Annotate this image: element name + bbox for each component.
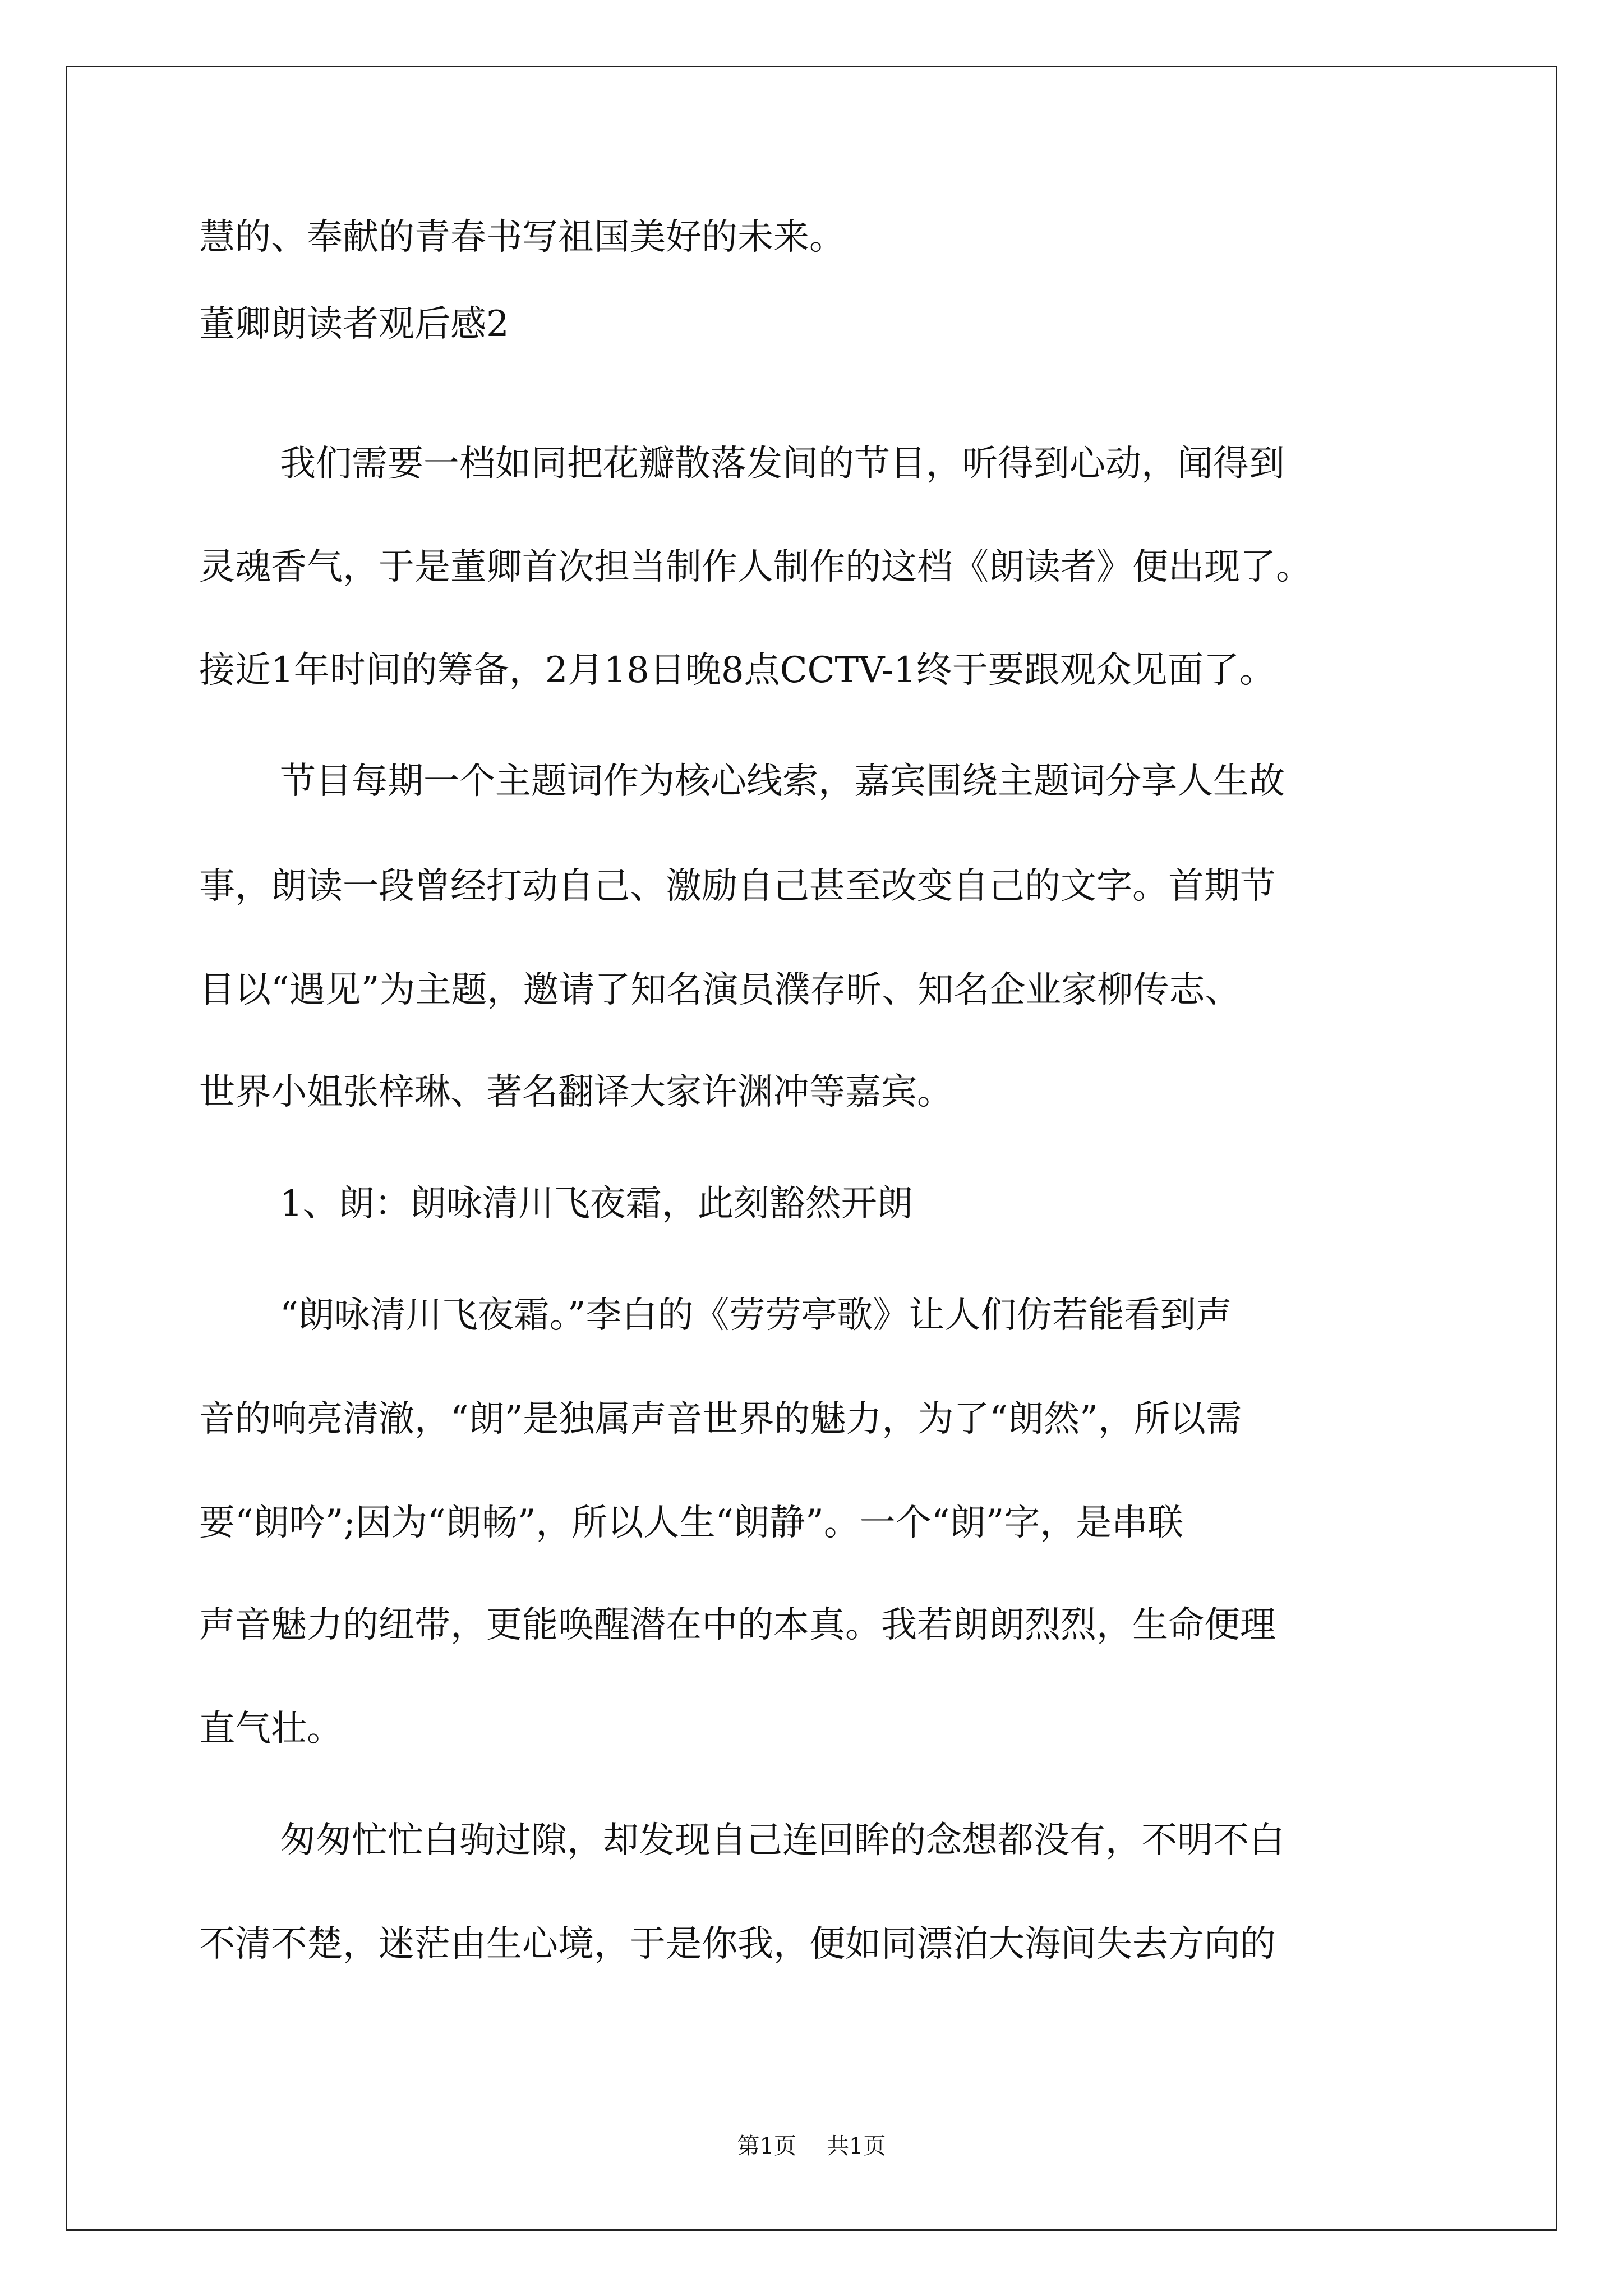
page-footer — [0, 2131, 1623, 2162]
text-line: 不清不楚，迷茫由生心境，于是你我，便如同漂泊大海间失去方向的 — [199, 1924, 1276, 1965]
text-line: 匆匆忙忙白驹过隙，却发现自己连回眸的念想都没有，不明不白 — [280, 1820, 1285, 1861]
text-line: 直气壮。 — [199, 1708, 343, 1750]
page-total: 共1页 — [827, 2133, 886, 2159]
text-line: 节目每期一个主题词作为核心线索，嘉宾围绕主题词分享人生故 — [280, 761, 1285, 802]
text-line: 目以“遇见”为主题，邀请了知名演员濮存昕、知名企业家柳传志、 — [199, 969, 1241, 1011]
text-line: 要“朗吟”;因为“朗畅”，所以人生“朗静”。一个“朗”字，是串联 — [199, 1502, 1184, 1544]
text-line: “朗咏清川飞夜霜。”李白的《劳劳亭歌》让人们仿若能看到声 — [280, 1295, 1232, 1336]
text-line: 世界小姐张梓琳、著名翻译大家许渊冲等嘉宾。 — [199, 1071, 953, 1113]
text-line: 接近1年时间的筹备，2月18日晚8点CCTV-1终于要跟观众见面了。 — [199, 650, 1275, 691]
section-heading: 董卿朗读者观后感2 — [199, 303, 509, 345]
text-line: 慧的、奉献的青春书写祖国美好的未来。 — [199, 217, 845, 258]
text-line: 音的响亮清澈，“朗”是独属声音世界的魅力，为了“朗然”，所以需 — [199, 1398, 1242, 1440]
page-number: 第1页 — [737, 2133, 796, 2159]
text-line: 我们需要一档如同把花瓣散落发间的节目，听得到心动，闻得到 — [280, 443, 1285, 485]
text-line: 灵魂香气，于是董卿首次担当制作人制作的这档《朗读者》便出现了。 — [199, 546, 1312, 588]
text-line: 声音魅力的纽带，更能唤醒潜在中的本真。我若朗朗烈烈，生命便理 — [199, 1604, 1276, 1646]
page-border — [66, 66, 1557, 2231]
subheading: 1、朗：朗咏清川飞夜霜，此刻豁然开朗 — [280, 1183, 913, 1225]
text-line: 事，朗读一段曾经打动自己、激励自己甚至改变自己的文字。首期节 — [199, 866, 1276, 907]
